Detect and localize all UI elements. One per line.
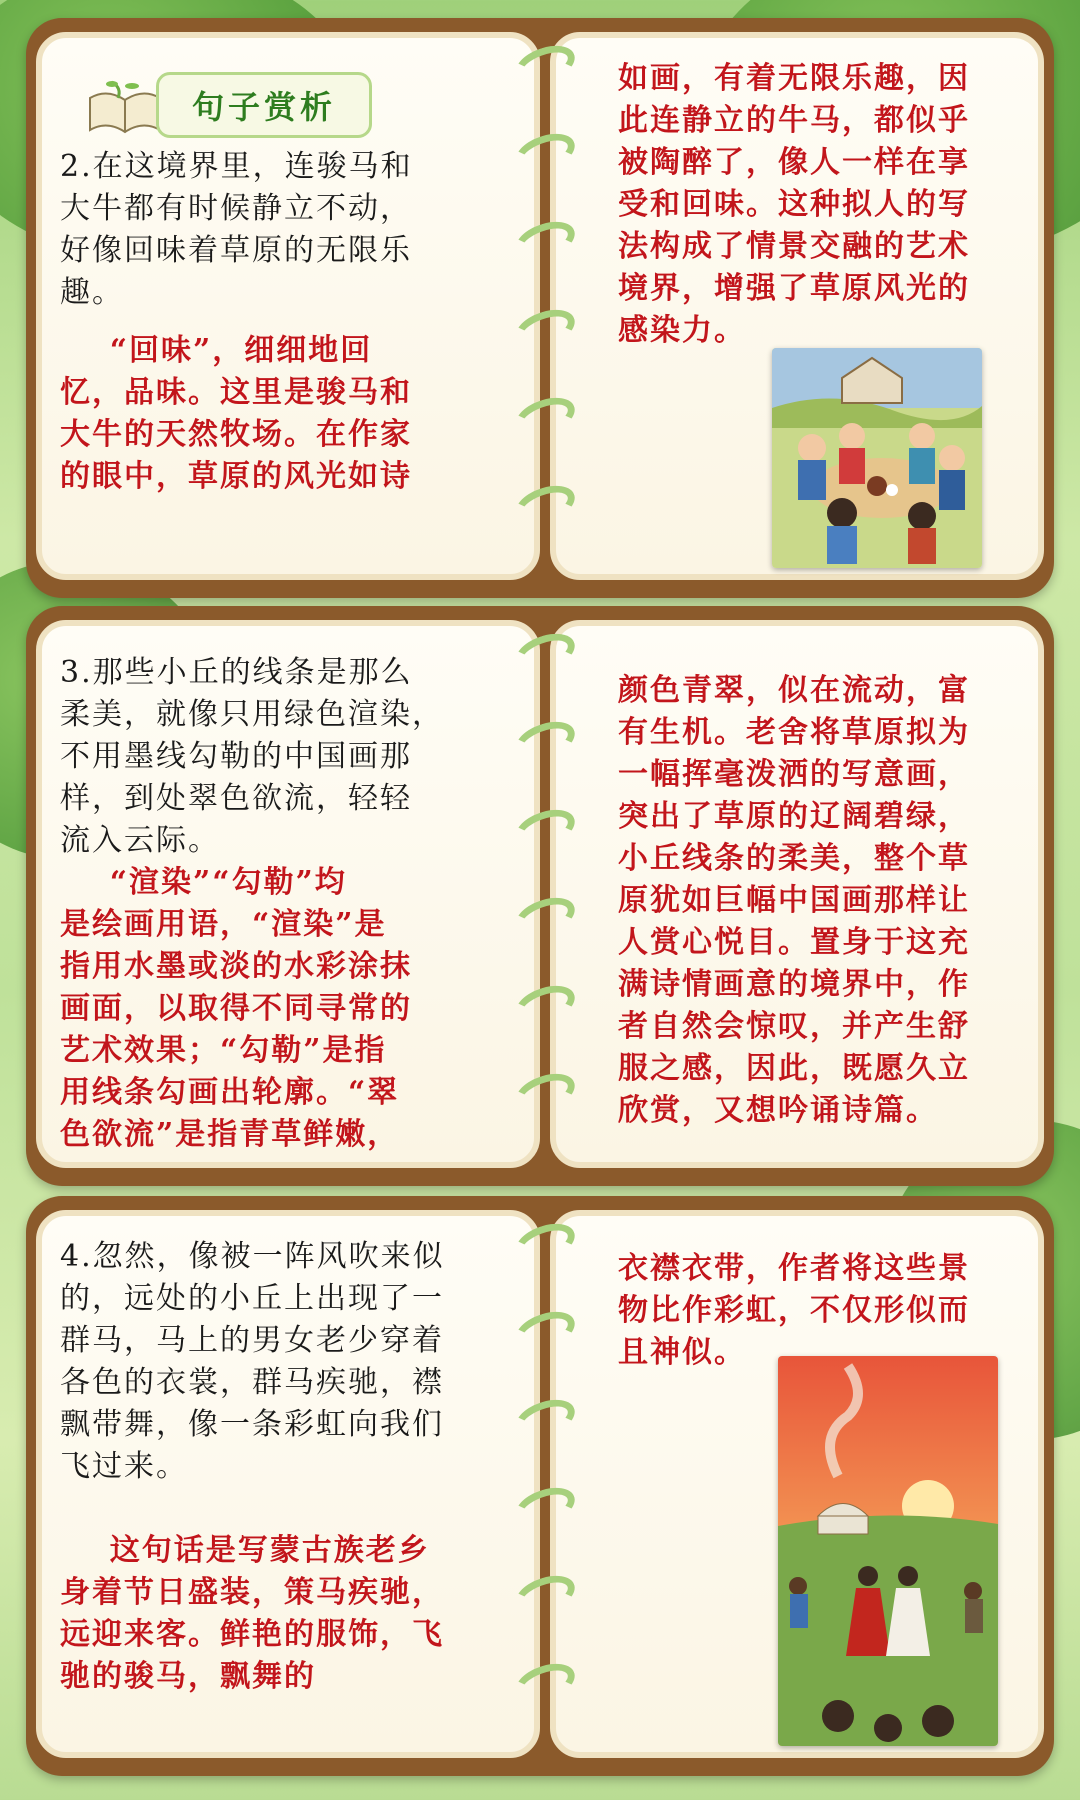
notebook-panel-3 xyxy=(26,1196,1054,1776)
analysis-3-left-text: “渲染”“勾勒”均 是绘画用语，“渲染”是 指用水墨或淡的水彩涂抹 画面，以取得不同寻常的 艺术效果；“勾勒”是指 用线条勾画出轮廓。“翠 色欲流”是指青草鲜嫩， xyxy=(60,865,412,1152)
notebook-panel-2 xyxy=(26,606,1054,1186)
sentence-4-text: 4.忽然，像被一阵风吹来似 的，远处的小丘上出现了一 群马，马上的男女老少穿着 各色的衣裳，群马疾驰，襟 飘带舞，像一条彩虹向我们 飞过来。 xyxy=(60,1239,445,1484)
analysis-4-right-text: 衣襟衣带，作者将这些景 物比作彩虹，不仅形似而 且神似。 xyxy=(618,1251,970,1370)
analysis-2-right-text: 如画，有着无限乐趣，因 此连静立的牛马，都似乎 被陶醉了，像人一样在享 受和回味。这种拟人的写 法构成了情景交融的艺术 境界，增强了草原风光的 感染力。 xyxy=(618,61,970,348)
analysis-2-left-text: “回味”，细细地回 忆，品味。这里是骏马和 大牛的天然牧场。在作家 的眼中，草原的风光如诗 xyxy=(60,333,412,494)
sentence-3-text: 3.那些小丘的线条是那么 柔美，就像只用绿色渲染， 不用墨线勾勒的中国画那 样，到处翠色欲流，轻轻 流入云际。 xyxy=(60,655,444,858)
picnic-illustration xyxy=(772,348,982,568)
binder-rings xyxy=(514,636,584,1156)
binder-rings xyxy=(514,48,584,568)
notebook-panel-1 xyxy=(26,18,1054,598)
sunset-dance-illustration xyxy=(778,1356,998,1746)
analysis-4-left-text: 这句话是写蒙古族老乡 身着节日盛装，策马疾驰， 远迎来客。鲜艳的服饰，飞 驰的骏马，飘舞的 xyxy=(60,1533,444,1694)
binder-rings xyxy=(514,1226,584,1746)
analysis-3-right-text: 颜色青翠，似在流动，富 有生机。老舍将草原拟为 一幅挥毫泼洒的写意画， 突出了草原的辽阔碧绿， 小丘线条的柔美，整个草 原犹如巨幅中国画那样让 人赏心悦目。置身于这充 满诗情画意的境界中，作 者自然会惊叹，并产生舒 服之感，因此，既愿久立 欣赏，又想吟诵诗篇。 xyxy=(618,673,970,1128)
sentence-2-text: 2.在这境界里，连骏马和 大牛都有时候静立不动， 好像回味着草原的无限乐 趣。 xyxy=(60,149,413,310)
section-title-badge: 句子赏析 xyxy=(156,72,372,138)
